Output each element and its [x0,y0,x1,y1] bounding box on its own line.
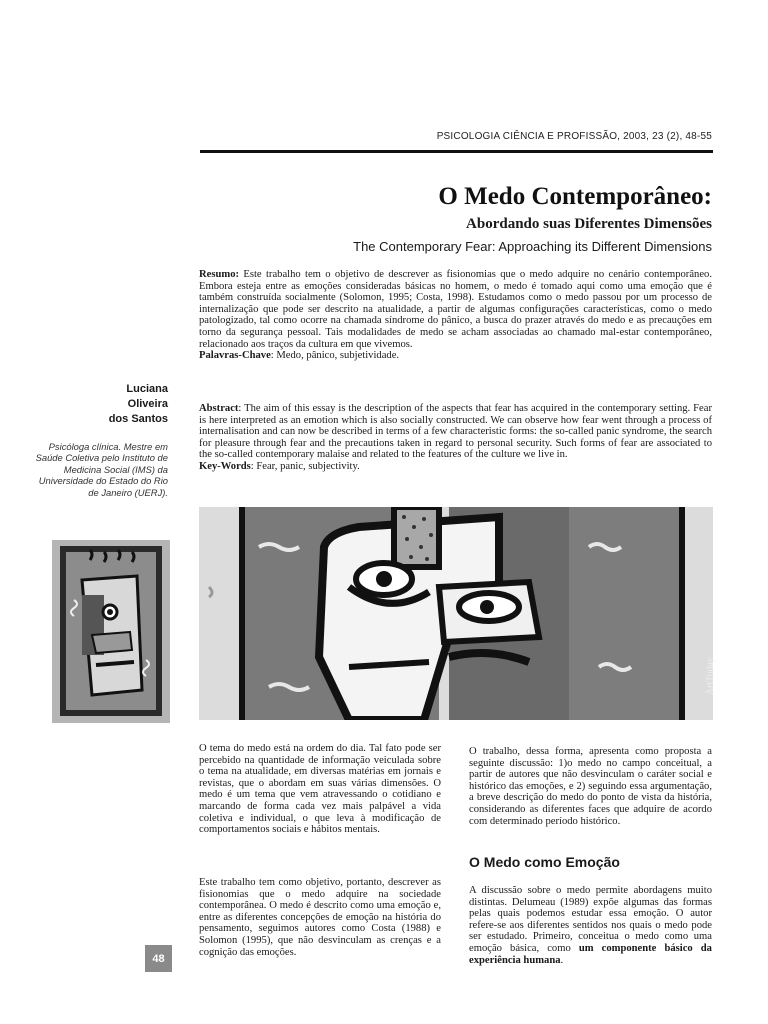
body-paragraph: Este trabalho tem como objetivo, portanto, descrever as fisionomias que o medo adquire na sociedade contemporânea. O medo é descrito como uma emoção e, entre as diferentes concepções de emoção na história do pensamento, seguimos autores como Costa (1988) e Solomon (1995), que não desvinculam as crenças e a cognição das emoções. [199,877,441,958]
key-words-label: Key-Words [199,460,251,472]
image-credit: ArtToday [705,657,716,696]
author-name [60,382,168,427]
article-subtitle: Abordando suas Diferentes Dimensões [466,216,712,232]
abstract-text: : The aim of this essay is the description of the aspects that fear has acquired in the contemporary setting. Fear is here interpreted as an emotion which is also socially constructed. We can observe how fear went through a process of internalisation and can now be described in terms of a few characteristic forms: the so-called panic syndrome, the search for pleasure through fear and the precautions taken in regard to personal security. Such forms of fear are associated to the so-called contemporary malaise and related to the features of the culture we live in. [199,403,712,461]
author-name-line: Luciana [126,383,168,395]
body-paragraph [469,885,712,966]
header-rule [200,150,713,153]
page-number: 48 [145,945,172,972]
palavras-chave: : Medo, pânico, subjetividade. [270,350,400,362]
resumo-block [199,269,712,362]
article-title: O Medo Contemporâneo: [438,183,712,210]
english-title: The Contemporary Fear: Approaching its Different Dimensions [353,239,712,254]
body-paragraph: O trabalho, dessa forma, apresenta como proposta a seguinte discussão: 1)o medo no campo conceitual, a partir de autores que não desvinculam o caráter social e histórico das emoções, e 2) seguindo essa argumentação, a breve descrição do medo do ponto de vista da história, considerando as diferentes faces que adquire de acordo com determinado período histórico. [469,746,712,827]
body-bold-text: um componente básico da experiência humana [469,942,712,966]
abstract-block [199,403,712,473]
body-text: A discussão sobre o medo permite abordagens muito distintas. Delumeau (1989) expõe algumas das formas pelas quais podemos estudar essa emoção. O autor refere-se aos diferentes sentidos nos quais o medo pode ser estudado. Primeiro, conceitua o medo como uma emoção básica, como [469,885,712,954]
journal-header: PSICOLOGIA CIÊNCIA E PROFISSÃO, 2003, 23 (2), 48-55 [436,131,712,142]
author-affiliation: Psicóloga clínica. Mestre em Saúde Coletiva pelo Instituto de Medicina Social (IMS) da Universidade do Estado do Rio de Janeiro (UERJ). [35,441,168,498]
resumo-label: Resumo: [199,269,240,280]
author-name-line: dos Santos [108,413,168,425]
author-name-line: Oliveira [127,398,168,410]
key-words: : Fear, panic, subjectivity. [250,460,360,472]
resumo-text: Este trabalho tem o objetivo de descrever as fisionomias que o medo adquire no cenário contemporâneo. Embora esteja entre as emoções consideradas básicas no homem, o medo é tomado aqui como uma emoção que é também construída socialmente (Solomon, 1995; Costa, 1998). Estudamos como o medo passou por um processo de internalização que pode ser descrito na atualidade, a partir de algumas configurações características, como o medo patologizado, tal como ocorre na chamada síndrome do pânico, a busca do prazer através do medo e as precauções em torno da segurança pessoal. Tais modalidades de medo se acham associadas ao chamado mal-estar contemporâneo, relacionado aos traços da cultura em que vivemos. [199,269,712,350]
abstract-label: Abstract [199,403,239,414]
palavras-chave-label: Palavras-Chave [199,350,271,362]
small-illustration [52,540,170,723]
body-paragraph: O tema do medo está na ordem do dia. Tal fato pode ser percebido na quantidade de informação veiculada sobre o tema na atualidade, em diversas matérias em jornais e revistas, que o abordam em suas várias dimensões. O medo é um tema que vem atravessando o cotidiano e marcando de forma cada vez mais palpável a vida coletiva e individual, o que leva à modificação de comportamentos sociais e hábitos mentais. [199,743,441,836]
section-heading: O Medo como Emoção [469,854,620,870]
body-text-end: . [560,954,564,966]
main-illustration [199,507,716,720]
